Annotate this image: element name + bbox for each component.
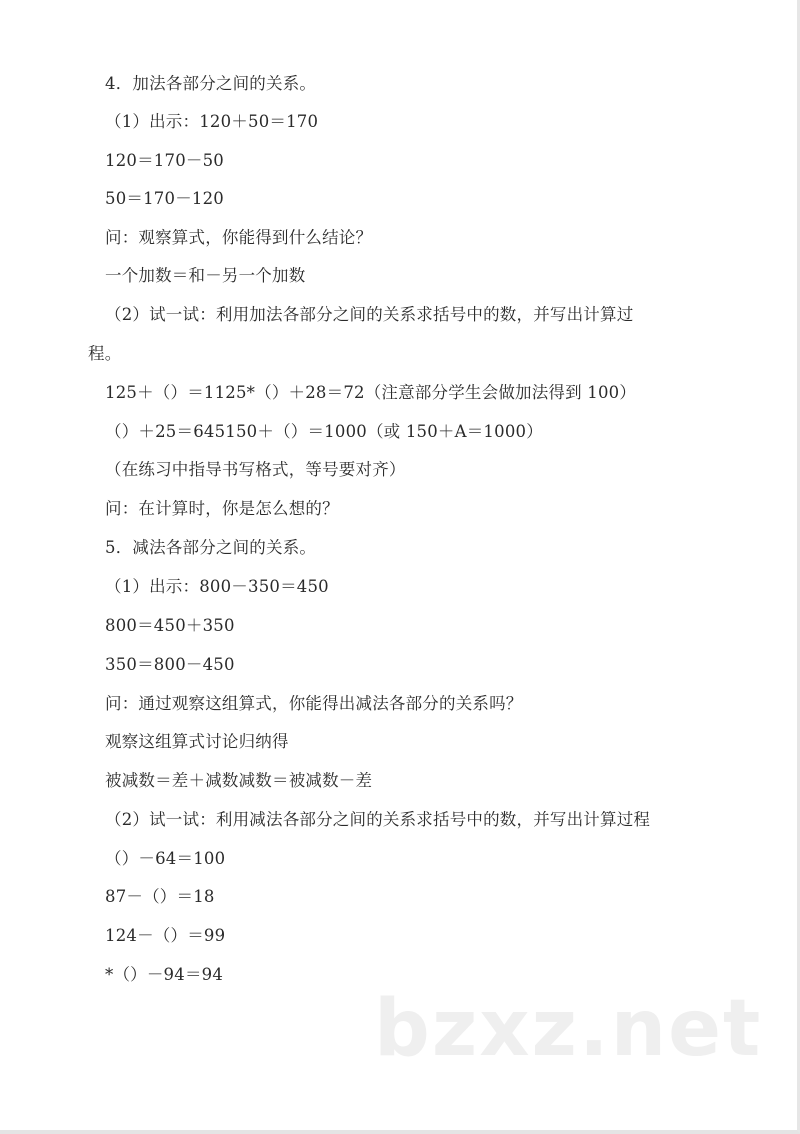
section-5-heading: 5．减法各部分之间的关系。: [105, 538, 317, 557]
exercise-line: （）－64＝100: [105, 849, 226, 868]
try-it-instruction: （2）试一试：利用减法各部分之间的关系求括号中的数，并写出计算过程: [105, 810, 651, 829]
conclusion-line: 一个加数＝和－另一个加数: [105, 266, 306, 285]
equation-line: 350＝800－450: [105, 655, 235, 674]
watermark: bzxz.net: [374, 984, 763, 1074]
equation-line: 50＝170－120: [105, 189, 224, 208]
try-it-instruction: （2）试一试：利用加法各部分之间的关系求括号中的数，并写出计算过: [105, 305, 634, 324]
exercise-line: （）＋25＝645150＋（）＝1000（或 150＋A＝1000）: [105, 422, 543, 441]
example-1-shown: （1）出示：120＋50＝170: [105, 112, 319, 131]
teaching-note: （在练习中指导书写格式，等号要对齐）: [105, 460, 406, 479]
exercise-line: 87－（）＝18: [105, 887, 215, 906]
exercise-line: 124－（）＝99: [105, 926, 226, 945]
discussion-line: 观察这组算式讨论归纳得: [105, 732, 289, 751]
question-line: 问：在计算时，你是怎么想的？: [105, 499, 339, 518]
exercise-line: *（）－94＝94: [105, 965, 224, 984]
conclusion-line: 被减数＝差＋减数减数＝被减数－差: [105, 771, 373, 790]
section-4-heading: 4．加法各部分之间的关系。: [105, 74, 317, 93]
question-line: 问：观察算式，你能得到什么结论？: [105, 228, 373, 247]
exercise-line: 125＋（）＝1125*（）＋28＝72（注意部分学生会做加法得到 100）: [105, 383, 637, 402]
equation-line: 800＝450＋350: [105, 616, 235, 635]
try-it-instruction-continuation: 程。: [88, 344, 122, 363]
equation-line: 120＝170－50: [105, 151, 224, 170]
example-1-shown: （1）出示：800－350＝450: [105, 577, 329, 596]
question-line: 问：通过观察这组算式，你能得出减法各部分的关系吗？: [105, 694, 523, 713]
